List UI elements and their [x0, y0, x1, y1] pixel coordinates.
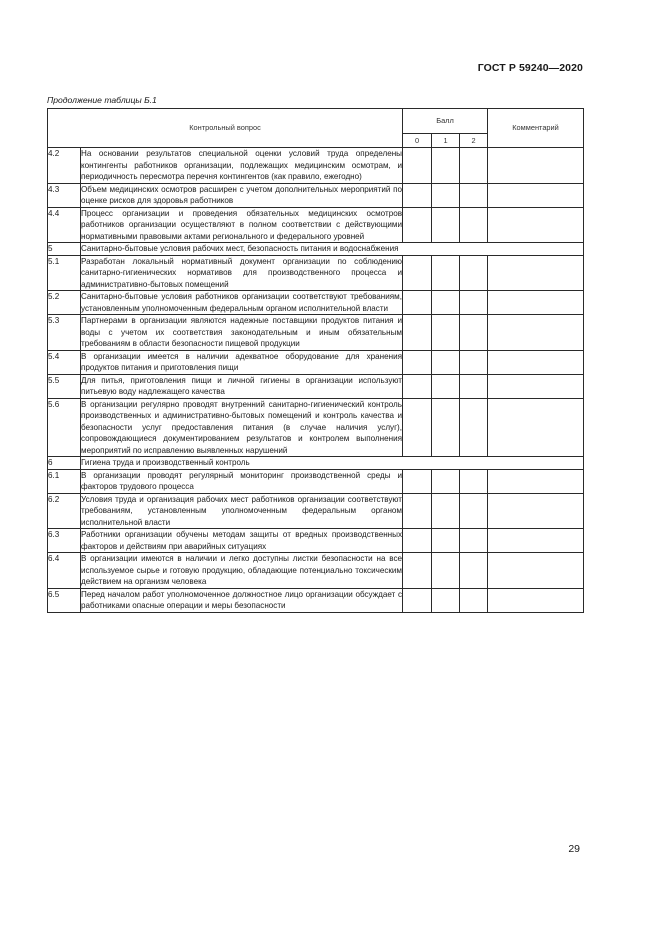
document-code: ГОСТ Р 59240—2020 [477, 62, 583, 74]
score-0-cell[interactable] [403, 350, 432, 374]
score-2-cell[interactable] [460, 469, 488, 493]
score-1-cell[interactable] [432, 148, 460, 184]
table-row [48, 315, 584, 351]
score-1-cell[interactable] [432, 553, 460, 589]
table-row [48, 291, 584, 315]
score-1-cell[interactable] [432, 469, 460, 493]
item-number: 4.4 [48, 207, 81, 243]
table-row [48, 148, 584, 184]
item-number: 5.6 [48, 398, 81, 457]
score-0-cell[interactable] [403, 315, 432, 351]
question-text: В организации регулярно проводят внутренний санитарно-гигиенический контроль производственных и административно-бытовых помещений и контроль качества и безопасности услуг предоставления питания (в случае наличия услуг), сопровождающиеся документированием результатов и контролем выполнения мероприятий по исправлению выявленных нарушений [81, 399, 402, 455]
question-text: Для питья, приготовления пищи и личной гигиены в организации используют питьевую воду надлежащего качества [81, 375, 402, 396]
section-number: 6 [48, 457, 81, 470]
comment-cell[interactable] [488, 374, 584, 398]
item-number: 4.3 [48, 183, 81, 207]
column-header-comment: Комментарий [488, 109, 584, 148]
table-caption: Продолжение таблицы Б.1 [47, 95, 157, 105]
item-number: 6.1 [48, 469, 81, 493]
section-row [48, 243, 584, 256]
score-1-cell[interactable] [432, 183, 460, 207]
score-2-cell[interactable] [460, 350, 488, 374]
question-text: Санитарно-бытовые условия работников организации соответствуют требованиям, установленным уполномоченным федеральным органом исполнительной власти [81, 292, 402, 313]
score-1-cell[interactable] [432, 255, 460, 291]
score-1-cell[interactable] [432, 588, 460, 612]
score-0-cell[interactable] [403, 529, 432, 553]
item-number: 4.2 [48, 148, 81, 184]
score-1-cell[interactable] [432, 529, 460, 553]
score-2-cell[interactable] [460, 588, 488, 612]
item-number: 5.2 [48, 291, 81, 315]
score-header-2: 2 [460, 133, 488, 148]
column-header-score: Балл [403, 109, 488, 134]
item-number: 5.5 [48, 374, 81, 398]
table-row [48, 553, 584, 589]
score-1-cell[interactable] [432, 374, 460, 398]
score-0-cell[interactable] [403, 374, 432, 398]
comment-cell[interactable] [488, 469, 584, 493]
table-row [48, 183, 584, 207]
comment-cell[interactable] [488, 255, 584, 291]
question-text: В организации имеются в наличии и легко доступны листки безопасности на все используемое сырье и готовую продукцию, обладающие потенциально токсическим действием на организм человека [81, 554, 402, 586]
score-1-cell[interactable] [432, 207, 460, 243]
question-text: Объем медицинских осмотров расширен с учетом дополнительных мероприятий по оценке рисков для здоровья работников [81, 184, 402, 205]
comment-cell[interactable] [488, 207, 584, 243]
comment-cell[interactable] [488, 493, 584, 529]
score-2-cell[interactable] [460, 291, 488, 315]
score-2-cell[interactable] [460, 374, 488, 398]
table-body [48, 148, 584, 613]
score-header-1: 1 [432, 133, 460, 148]
score-0-cell[interactable] [403, 291, 432, 315]
question-text: Разработан локальный нормативный документ организации по соблюдению санитарно-гигиенических нормативов для производственного процесса и административно-бытовых помещений [81, 256, 402, 289]
comment-cell[interactable] [488, 529, 584, 553]
score-0-cell[interactable] [403, 398, 432, 457]
section-number: 5 [48, 243, 81, 256]
score-2-cell[interactable] [460, 529, 488, 553]
comment-cell[interactable] [488, 291, 584, 315]
comment-cell[interactable] [488, 183, 584, 207]
comment-cell[interactable] [488, 553, 584, 589]
score-2-cell[interactable] [460, 255, 488, 291]
score-2-cell[interactable] [460, 183, 488, 207]
section-row [48, 457, 584, 470]
score-1-cell[interactable] [432, 291, 460, 315]
item-number: 6.4 [48, 553, 81, 589]
item-number: 6.2 [48, 493, 81, 529]
checklist-table [47, 108, 584, 613]
score-0-cell[interactable] [403, 148, 432, 184]
item-number: 5.1 [48, 255, 81, 291]
table-row [48, 255, 584, 291]
table-row [48, 493, 584, 529]
comment-cell[interactable] [488, 315, 584, 351]
section-title: Гигиена труда и производственный контроль [81, 457, 584, 470]
question-text: На основании результатов специальной оценки условий труда определены контингенты работников организации, подлежащих медицинским осмотрам, и периодичность пересмотра перечня контингентов (как правило, ежегодно) [81, 149, 402, 181]
score-0-cell[interactable] [403, 183, 432, 207]
table-row [48, 529, 584, 553]
column-header-question: Контрольный вопрос [48, 109, 403, 148]
score-header-0: 0 [403, 133, 432, 148]
score-2-cell[interactable] [460, 148, 488, 184]
question-text: В организации имеется в наличии адекватное оборудование для хранения продуктов питания и приготовления пищи [81, 351, 402, 372]
score-1-cell[interactable] [432, 398, 460, 457]
score-0-cell[interactable] [403, 469, 432, 493]
score-2-cell[interactable] [460, 315, 488, 351]
question-text: Работники организации обучены методам защиты от вредных производственных факторов и действиям при аварийных ситуациях [81, 530, 402, 551]
section-title: Санитарно-бытовые условия рабочих мест, безопасность питания и водоснабжения [81, 243, 584, 256]
comment-cell[interactable] [488, 148, 584, 184]
table-row [48, 588, 584, 612]
question-text: В организации проводят регулярный мониторинг производственной среды и факторов трудового процесса [81, 470, 402, 491]
question-text: Условия труда и организация рабочих мест работников организации соответствуют требованиям, установленным уполномоченным федеральным органом исполнительной власти [81, 494, 402, 527]
table-row [48, 398, 584, 457]
score-0-cell[interactable] [403, 207, 432, 243]
comment-cell[interactable] [488, 398, 584, 457]
item-number: 5.4 [48, 350, 81, 374]
score-2-cell[interactable] [460, 207, 488, 243]
page-number: 29 [568, 843, 580, 855]
score-1-cell[interactable] [432, 315, 460, 351]
item-number: 5.3 [48, 315, 81, 351]
score-2-cell[interactable] [460, 553, 488, 589]
table-row [48, 469, 584, 493]
score-1-cell[interactable] [432, 350, 460, 374]
item-number: 6.5 [48, 588, 81, 612]
question-text: Перед началом работ уполномоченное должностное лицо организации обсуждает с работниками опасные операции и меры безопасности [81, 589, 402, 610]
item-number: 6.3 [48, 529, 81, 553]
score-0-cell[interactable] [403, 553, 432, 589]
score-1-cell[interactable] [432, 493, 460, 529]
table-row [48, 374, 584, 398]
question-text: Партнерами в организации являются надежные поставщики продуктов питания и воды с учетом их соответствия законодательным и иным обязательным требованиям в области безопасности пищевой продукции [81, 316, 402, 348]
question-text: Процесс организации и проведения обязательных медицинских осмотров работников организации осуществляют в полном соответствии с действующими нормативными правовыми актами регионального и федерального уровней [81, 208, 402, 241]
comment-cell[interactable] [488, 588, 584, 612]
table-row [48, 207, 584, 243]
score-0-cell[interactable] [403, 493, 432, 529]
score-2-cell[interactable] [460, 493, 488, 529]
score-0-cell[interactable] [403, 588, 432, 612]
score-2-cell[interactable] [460, 398, 488, 457]
comment-cell[interactable] [488, 350, 584, 374]
score-0-cell[interactable] [403, 255, 432, 291]
table-row [48, 350, 584, 374]
